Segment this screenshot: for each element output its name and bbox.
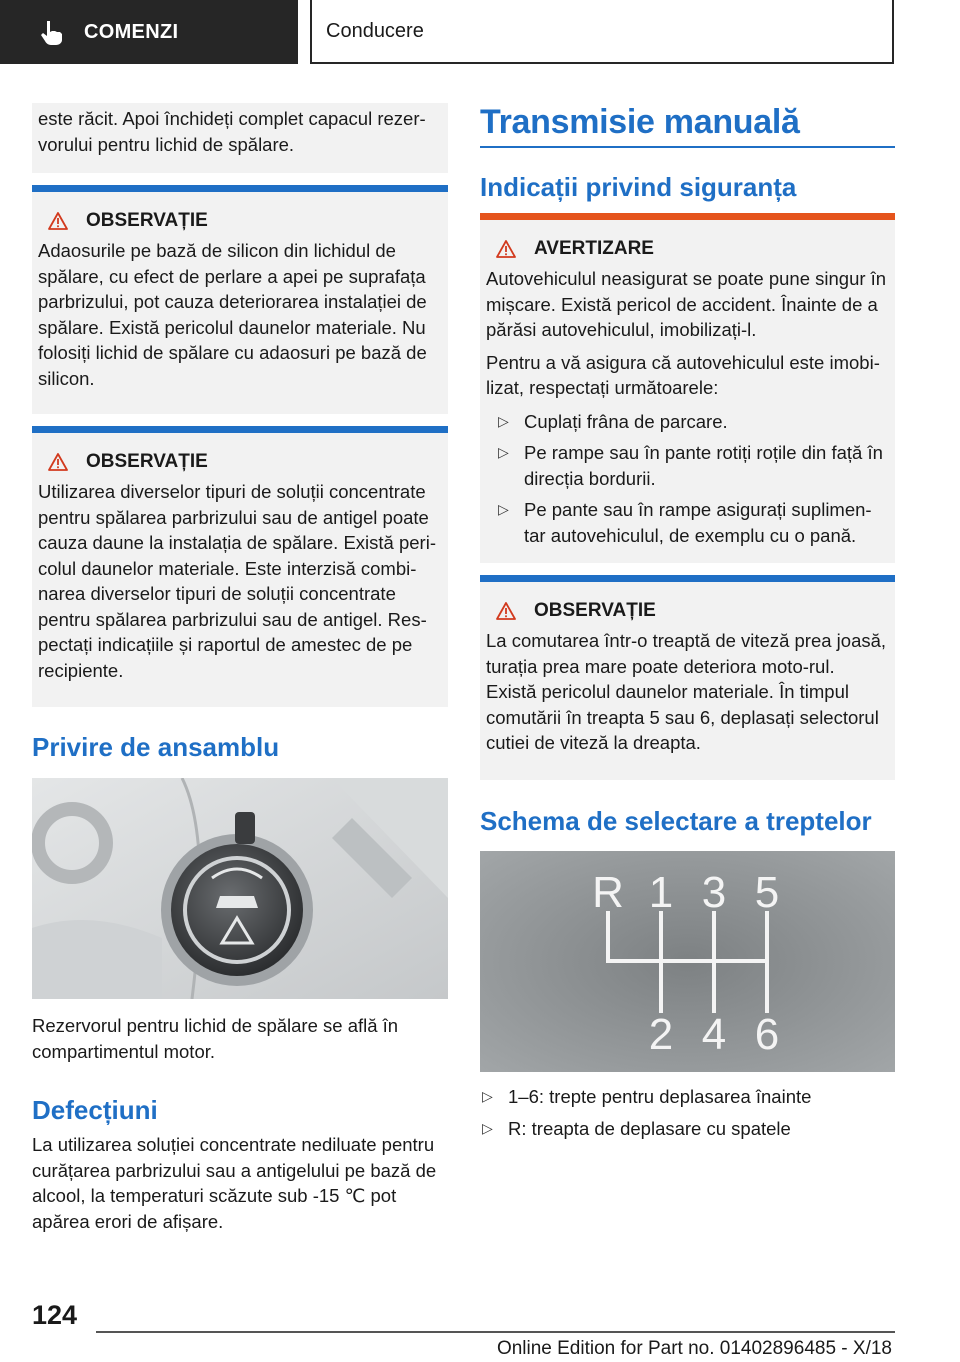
warning-triangle-icon bbox=[48, 212, 68, 230]
note-bar bbox=[32, 185, 448, 192]
title-rule bbox=[480, 146, 895, 148]
hand-pointer-icon bbox=[38, 18, 66, 46]
bullet-triangle-icon: ▷ bbox=[498, 412, 509, 429]
gear-heading: Schema de selectare a treptelor bbox=[480, 806, 872, 836]
note-text: Utilizarea diverselor tipuri de soluții concentrate pentru spălarea parbrizului sau de antigel poate cauza daune la instalația de spălare. Există peri-colul daunelor materiale. Este interzisă combi-narea diverselor tipuri de soluții concentrate pentru spălarea parbrizului sau de antigel. Res-pectați indicațiile și raportul de amestec de pe recipiente. bbox=[38, 481, 436, 681]
note-title: OBSERVAȚIE bbox=[486, 600, 889, 622]
defects-heading: Defecțiuni bbox=[32, 1095, 158, 1125]
safety-heading: Indicații privind siguranța bbox=[480, 172, 797, 202]
gear-label: 5 bbox=[754, 868, 780, 917]
warning-triangle-icon bbox=[496, 602, 516, 620]
list-item: ▷ Pe pante sau în rampe asigurați suplimen-tar autovehiculul, de exemplu cu o pană. bbox=[498, 499, 872, 546]
gear-label: R bbox=[592, 868, 624, 917]
gear-pattern-image bbox=[480, 851, 895, 1072]
warning-text: Autovehiculul neasigurat se poate pune singur în mișcare. Există pericol de accident. Înainte de a părăsi autovehiculul, imobilizați-l. bbox=[486, 268, 887, 340]
page-number: 124 bbox=[32, 1300, 78, 1330]
warning-box bbox=[480, 220, 895, 563]
list-item: ▷ R: treapta de deplasare cu spatele bbox=[470, 1116, 895, 1142]
bullet-triangle-icon: ▷ bbox=[482, 1088, 493, 1104]
note-box-gearshift bbox=[480, 582, 895, 780]
gear-label: 2 bbox=[648, 1010, 674, 1059]
section-label: COMENZI bbox=[84, 20, 179, 43]
gear-label: 4 bbox=[701, 1010, 727, 1059]
gear-list bbox=[470, 1084, 895, 1147]
note-text: La comutarea într-o treaptă de viteză prea joasă, turația prea mare poate deteriora moto-rul. Există pericolul daunelor materiale. În timpul comutării în treapta 5 sau 6, deplasați selectorul cutiei de viteză la dreapta. bbox=[486, 630, 887, 753]
page-title: Transmisie manuală bbox=[480, 103, 800, 141]
list-item: ▷ 1–6: trepte pentru deplasarea înainte bbox=[470, 1084, 895, 1110]
bullet-triangle-icon: ▷ bbox=[498, 501, 509, 517]
overview-heading: Privire de ansamblu bbox=[32, 732, 280, 762]
bullet-triangle-icon: ▷ bbox=[482, 1119, 493, 1136]
warning-text: Pentru a vă asigura că autovehiculul este imobi-lizat, respectați următoarele: bbox=[486, 351, 880, 398]
defects-text: La utilizarea soluției concentrate nediluate pentru curățarea parbrizului sau a antigelului pe bază de alcool, la temperaturi scăzute sub -15 ℃ pot apărea erori de afișare. bbox=[32, 1134, 437, 1232]
warning-list bbox=[486, 409, 889, 549]
intro-text: este răcit. Apoi închideți complet capacul rezer-vorului pentru lichid de spălare. bbox=[38, 108, 426, 155]
gear-label: 6 bbox=[754, 1010, 780, 1059]
section-tab[interactable] bbox=[0, 0, 298, 64]
warning-bar bbox=[480, 213, 895, 220]
warning-title: AVERTIZARE bbox=[486, 238, 889, 260]
note-bar bbox=[480, 575, 895, 582]
note-title: OBSERVAȚIE bbox=[38, 451, 442, 473]
edition-text: Online Edition for Part no. 01402896485 - X/18 bbox=[496, 1338, 892, 1359]
gear-label: 3 bbox=[701, 868, 727, 917]
list-item: ▷ Cuplați frâna de parcare. bbox=[486, 409, 889, 435]
chapter-label: Conducere bbox=[326, 19, 424, 42]
warning-triangle-icon bbox=[48, 453, 68, 471]
note-box-silicon bbox=[32, 192, 448, 414]
intro-box bbox=[32, 103, 448, 173]
gear-pattern-diagram bbox=[480, 851, 895, 1072]
warning-triangle-icon bbox=[496, 240, 516, 258]
reservoir-illustration bbox=[32, 778, 448, 999]
photo-caption: Rezervorul pentru lichid de spălare se află în compartimentul motor. bbox=[32, 1015, 399, 1062]
note-box-concentrate bbox=[32, 433, 448, 707]
gear-label: 1 bbox=[648, 868, 674, 917]
chapter-header bbox=[310, 0, 894, 64]
list-item: ▷ Pe rampe sau în pante rotiți roțile din față în direcția bordurii. bbox=[498, 442, 883, 489]
note-text: Adaosurile pe bază de silicon din lichidul de spălare, cu efect de perlare a apei pe suprafața parbrizului, pot cauza deteriorarea instalației de spălare. Există pericolul daunelor materiale. Nu folosiți lichid de spălare cu adaosuri pe bază de silicon. bbox=[38, 240, 427, 389]
note-title: OBSERVAȚIE bbox=[38, 210, 442, 232]
footer-rule bbox=[96, 1331, 895, 1333]
bullet-triangle-icon: ▷ bbox=[498, 444, 509, 460]
washer-reservoir-photo bbox=[32, 778, 448, 999]
note-bar bbox=[32, 426, 448, 433]
